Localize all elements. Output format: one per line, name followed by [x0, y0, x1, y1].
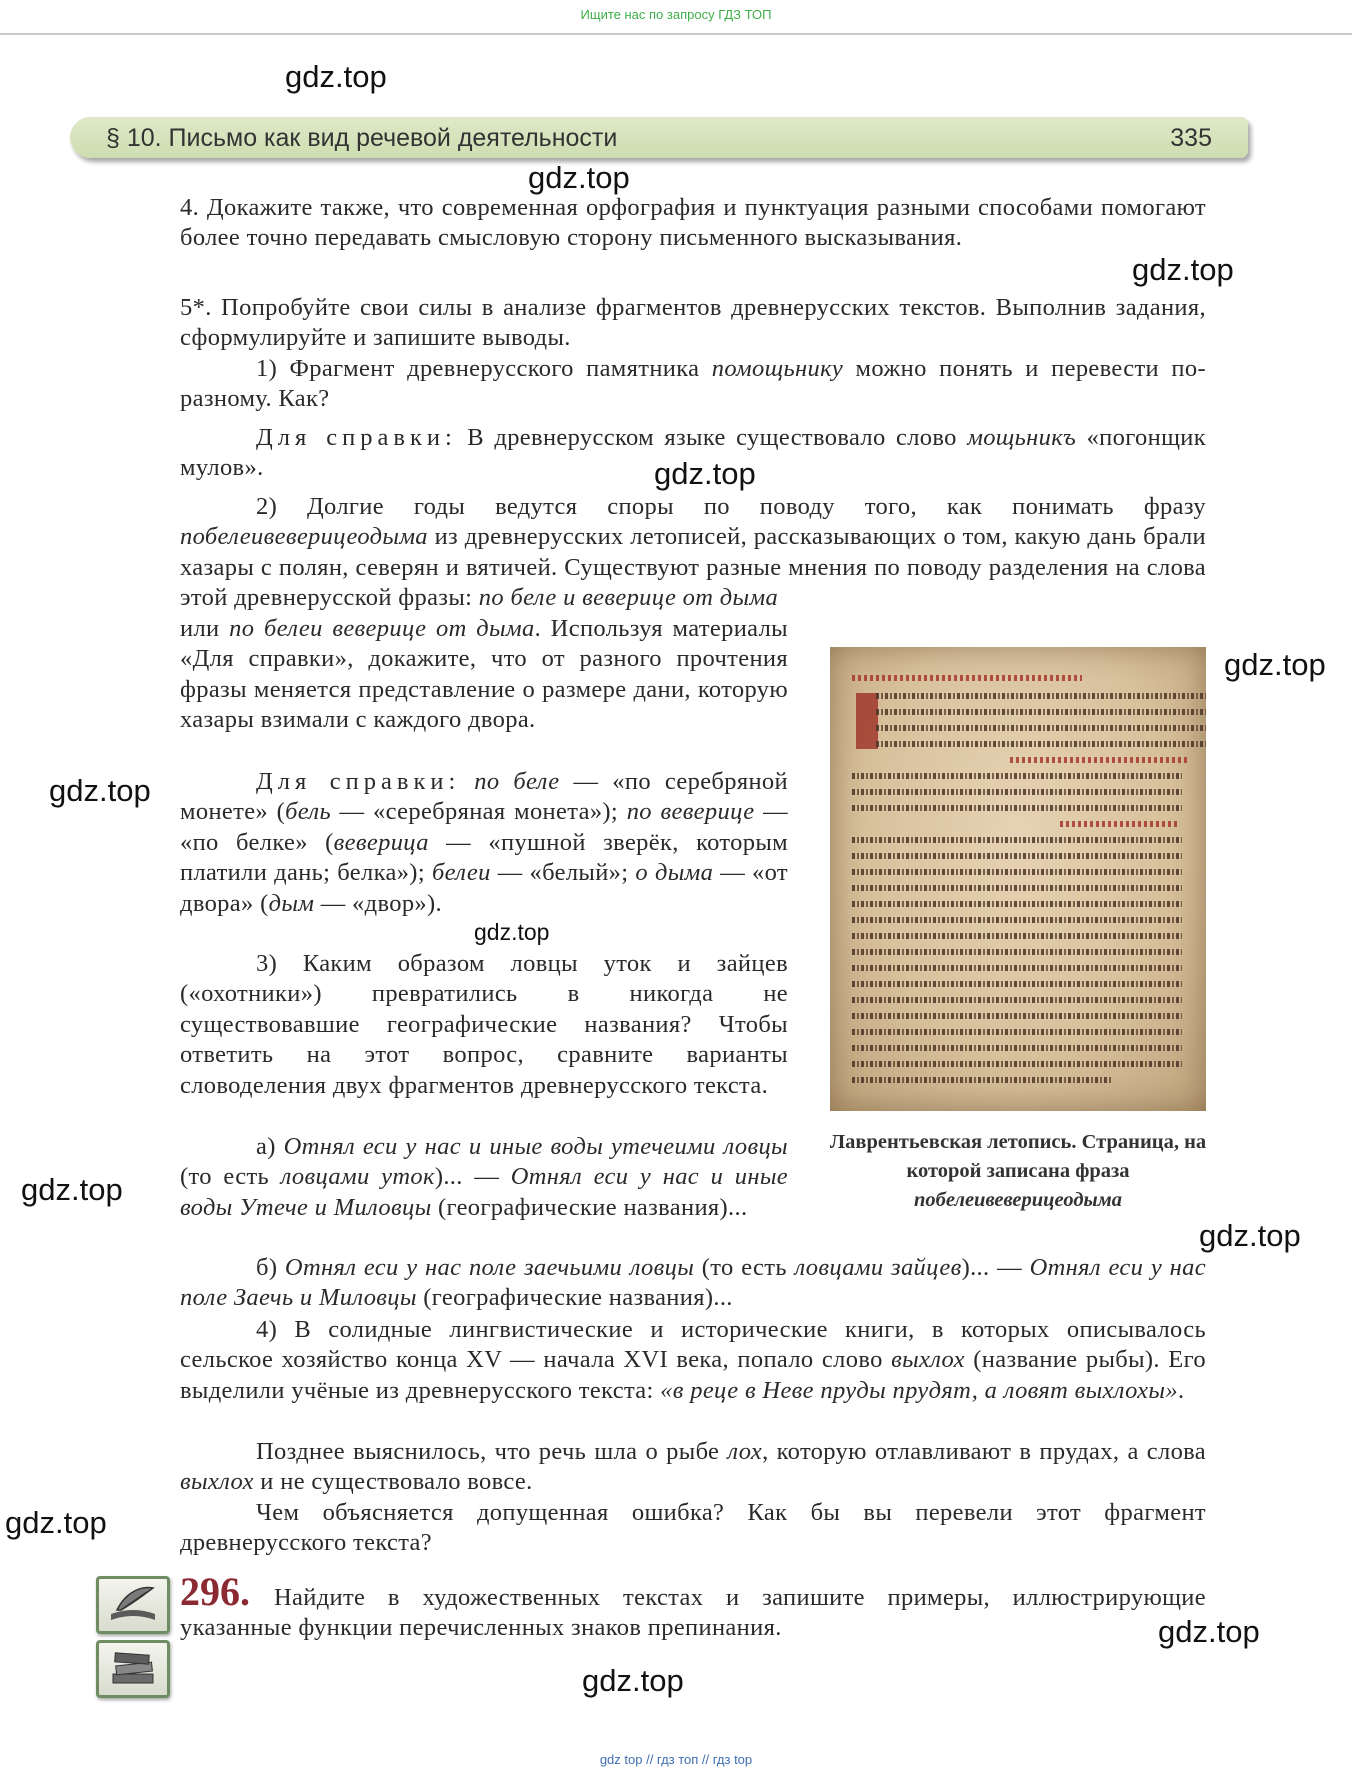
watermark: gdz.top: [528, 160, 630, 195]
section-title: § 10. Письмо как вид речевой деятельности: [106, 124, 618, 152]
later-word: лох: [727, 1438, 763, 1465]
q2-text: . Используя материалы «Для справки», докажите, что от разного прочтения фразы меняется представление о размере дани, которую хазары взимали с каждого двора.: [180, 615, 788, 734]
final-text: Чем объясняется допущенная ошибка? Как бы вы перевели этот фрагмент древнерусского текста?: [180, 1499, 1206, 1557]
variant-marker: а): [256, 1133, 284, 1160]
exercise-body: Найдите в художественных текстах и запишите примеры, иллюстрирующие указанные функции перечисленных знаков препинания.: [180, 1584, 1206, 1642]
watermark: gdz.top: [474, 919, 550, 945]
question-2-bottom: [180, 614, 788, 736]
q2-text: или: [180, 615, 230, 642]
variant-note: (то есть: [180, 1163, 281, 1191]
watermark: gdz.top: [49, 773, 151, 808]
variant-text: Отнял еси у нас поле Заечь и Миловцы: [180, 1254, 1206, 1312]
task-4: [180, 193, 1206, 254]
q2-text: 2) Долгие годы ведутся споры по поводу того, как понимать фразу: [256, 493, 1206, 520]
q2-variant-1: по беле и веверице от дыма: [478, 584, 779, 612]
caption-phrase: побелеивеверицеодыма: [913, 1189, 1123, 1211]
q1-text: можно понять и перевести по-разному. Как?: [180, 355, 1206, 413]
question-3: [180, 949, 788, 1101]
ref-text: — «пушной зверёк, которым платили дань; белка»);: [180, 828, 788, 887]
variant-text: Отнял еси у нас и иные воды утечеими ловцы: [283, 1133, 788, 1160]
later-text: , которую отлавливают в прудах, а слова: [762, 1438, 1207, 1465]
q4-word: выхлох: [891, 1346, 965, 1374]
later-explanation: [180, 1437, 1206, 1498]
q4-text: .: [1177, 1376, 1185, 1404]
caption-text: Лаврентьевская летопись. Страница, на которой записана фраза: [829, 1131, 1207, 1182]
q2-variant-2: по белеи веверице от дыма: [229, 615, 535, 642]
question-4: [180, 1315, 1206, 1406]
footer-links[interactable]: gdz top // гдз топ // гдз top: [599, 1752, 753, 1767]
exercise-text: [180, 1583, 1206, 1644]
page-number: 335: [1170, 124, 1212, 152]
variant-note: )... —: [961, 1254, 1030, 1281]
variant-text: Отнял еси у нас поле заечьими ловцы: [284, 1254, 695, 1281]
watermark: gdz.top: [654, 456, 756, 491]
q4-text: (название рыбы). Его выделили учёные из древнерусского текста:: [180, 1346, 1206, 1404]
ref-text: — «белый»;: [490, 859, 636, 887]
variant-text: Отнял еси у нас и иные воды Утече и Миловцы: [180, 1163, 788, 1221]
watermark: gdz.top: [1224, 647, 1326, 682]
ref-text: — «по серебряной монете» (: [180, 768, 788, 826]
later-text: Позднее выяснилось, что речь шла о рыбе: [256, 1438, 728, 1465]
reference-2: [180, 767, 788, 919]
variant-note: (то есть: [694, 1254, 795, 1281]
exercise-number: 296.: [180, 1569, 250, 1614]
q4-quote: «в реце в Неве пруды прудят, а ловят выхлохы»: [660, 1376, 1178, 1404]
watermark: gdz.top: [285, 59, 387, 94]
ref-term: по веверице: [626, 798, 755, 826]
ref-text: — «по белке» (: [180, 798, 788, 856]
final-question: [180, 1498, 1206, 1559]
watermark: gdz.top: [1158, 1614, 1260, 1649]
variant-marker: б): [256, 1254, 285, 1281]
ref-term: веверица: [333, 828, 429, 856]
task-5-intro: 5*. Попробуйте свои силы в анализе фрагментов древнерусских текстов. Выполнив задания, сформулируйте и запишите выводы.: [180, 294, 1206, 352]
ref-term: бель: [285, 798, 331, 826]
top-banner: [0, 0, 1352, 35]
reference-label: Для справки:: [256, 424, 457, 451]
ref-text: — «двор»).: [314, 889, 442, 917]
q1-text: 1) Фрагмент древнерусского памятника: [256, 355, 712, 382]
question-2-top: [180, 492, 1206, 614]
variant-note: (географические названия)...: [416, 1284, 733, 1312]
q1-word: помощьнику: [711, 355, 844, 382]
question-1: [180, 354, 1206, 415]
reference-text: В древнерусском языке существовало слово: [456, 424, 968, 451]
watermark: gdz.top: [5, 1505, 107, 1540]
banner-text: Ищите нас по запросу ГДЗ ТОП: [580, 7, 772, 22]
ref-term: белеи: [431, 859, 491, 887]
variant-a: [180, 1132, 788, 1223]
q2-text: из древнерусских летописей, рассказывающих о том, какую дань брали хазары с полян, северян и вятичей. Существуют разные мнения по поводу разделения на слова этой древнерусской фразы:: [180, 523, 1206, 612]
books-stack-icon: [96, 1640, 170, 1698]
reference-word: мощьникъ: [967, 424, 1077, 451]
ref-term: дым: [268, 889, 315, 917]
q4-text: 4) В солидные лингвистические и исторические книги, в которых описывалось сельское хозяйство конца XV — начала XVI века, попало слово: [180, 1316, 1206, 1374]
variant-text: ловцами уток: [280, 1163, 435, 1191]
ref-text: — «от двора» (: [180, 859, 788, 917]
reference-label: Для справки:: [256, 768, 461, 795]
watermark: gdz.top: [582, 1663, 684, 1698]
section-header: [70, 117, 1248, 158]
ref-term: по беле: [474, 768, 560, 795]
later-text: и не существовало вовсе.: [253, 1468, 533, 1496]
chronicle-page-image: [830, 647, 1206, 1111]
variant-b: [180, 1253, 1206, 1314]
watermark: gdz.top: [1199, 1218, 1301, 1253]
watermark: gdz.top: [1132, 252, 1234, 287]
task-4-text: 4. Докажите также, что современная орфография и пунктуация разными способами помогают более точно передавать смысловую сторону письменного высказывания.: [180, 194, 1206, 252]
ref-term: о дыма: [635, 859, 714, 887]
q3-text: 3) Каким образом ловцы уток и зайцев («охотники») превратились в никогда не существовавшие географические названия? Чтобы ответить на этот вопрос, сравните варианты словоделения двух фрагментов древнерусского текста.: [180, 950, 788, 1099]
variant-text: ловцами зайцев: [794, 1254, 962, 1281]
ref-text: — «серебряная монета»);: [330, 798, 627, 826]
variant-note: )... —: [434, 1163, 511, 1191]
variant-note: (географические названия)...: [431, 1193, 748, 1221]
reference-text: «погонщик мулов».: [180, 424, 1207, 482]
quill-book-icon: [96, 1576, 170, 1634]
watermark: gdz.top: [21, 1172, 123, 1207]
q2-phrase: побелеивеверицеодыма: [180, 523, 428, 551]
figure-caption: [828, 1128, 1208, 1215]
illuminated-initial: [856, 693, 878, 749]
later-word: выхлох: [180, 1468, 254, 1496]
